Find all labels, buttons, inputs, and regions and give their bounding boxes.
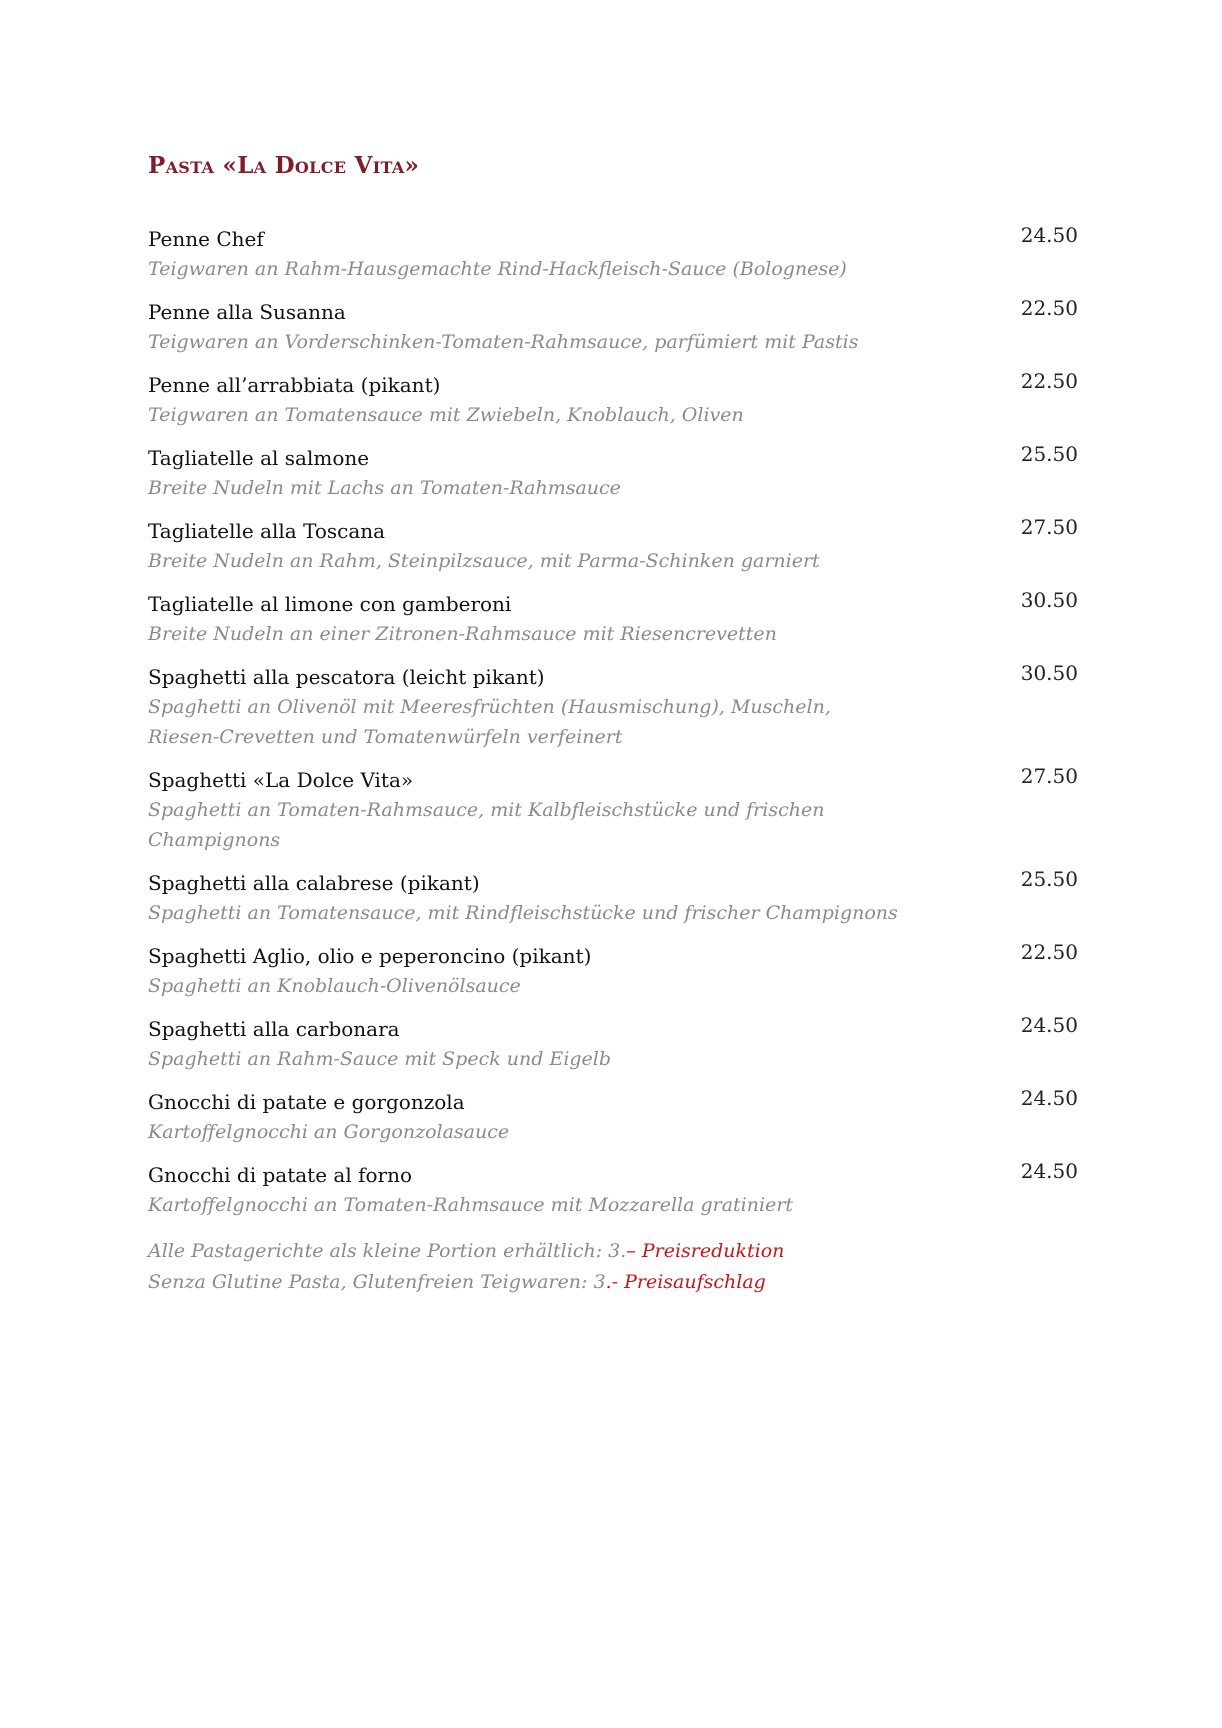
small-portion-accent: – Preisreduktion (626, 1240, 785, 1262)
item-price: 30.50 (1020, 588, 1078, 612)
footnotes (148, 1236, 784, 1298)
item-price: 25.50 (1020, 867, 1078, 891)
item-name: Spaghetti alla calabrese (pikant) (148, 871, 480, 895)
small-portion-note (148, 1236, 784, 1267)
menu-item (148, 868, 1078, 928)
small-portion-text: Alle Pastagerichte als kleine Portion erhältlich: 3. (148, 1240, 627, 1262)
menu-item (148, 662, 1078, 752)
menu-item (148, 443, 1078, 503)
item-name: Spaghetti alla pescatora (leicht pikant) (148, 665, 545, 689)
item-price: 27.50 (1020, 764, 1078, 788)
menu-item (148, 370, 1078, 430)
menu-item (148, 589, 1078, 649)
item-description: Spaghetti an Tomaten-Rahmsauce, mit Kalbfleischstücke und frischen Champignons (148, 799, 825, 851)
item-price: 24.50 (1020, 223, 1078, 247)
item-price: 25.50 (1020, 442, 1078, 466)
item-price: 30.50 (1020, 661, 1078, 685)
menu-item (148, 516, 1078, 576)
menu-item (148, 1160, 1078, 1220)
item-price: 22.50 (1020, 296, 1078, 320)
page-title: Pasta «La Dolce Vita» (148, 152, 420, 179)
item-description: Teigwaren an Tomatensauce mit Zwiebeln, Knoblauch, Oliven (148, 404, 744, 426)
item-name: Spaghetti Aglio, olio e peperoncino (pikant) (148, 944, 592, 968)
item-description: Spaghetti an Rahm-Sauce mit Speck und Eigelb (148, 1048, 612, 1070)
menu-item (148, 297, 1078, 357)
item-name: Gnocchi di patate e gorgonzola (148, 1090, 465, 1114)
item-name: Tagliatelle al salmone (148, 446, 370, 470)
item-description: Teigwaren an Rahm-Hausgemachte Rind-Hackfleisch-Sauce (Bolognese) (148, 258, 847, 280)
gluten-free-text: Senza Glutine Pasta, Glutenfreien Teigwaren: 3 (148, 1271, 606, 1293)
item-price: 27.50 (1020, 515, 1078, 539)
item-description: Breite Nudeln an einer Zitronen-Rahmsauce mit Riesencrevetten (148, 623, 777, 645)
item-price: 22.50 (1020, 369, 1078, 393)
item-name: Penne Chef (148, 227, 264, 251)
item-name: Tagliatelle alla Toscana (148, 519, 386, 543)
item-price: 24.50 (1020, 1086, 1078, 1110)
item-description: Kartoffelgnocchi an Tomaten-Rahmsauce mit Mozzarella gratiniert (148, 1194, 794, 1216)
item-name: Penne alla Susanna (148, 300, 346, 324)
menu-item (148, 224, 1078, 284)
item-name: Spaghetti «La Dolce Vita» (148, 768, 414, 792)
item-price: 24.50 (1020, 1013, 1078, 1037)
item-description: Spaghetti an Knoblauch-Olivenölsauce (148, 975, 521, 997)
item-description: Breite Nudeln mit Lachs an Tomaten-Rahmsauce (148, 477, 621, 499)
item-description: Spaghetti an Olivenöl mit Meeresfrüchten (Hausmischung), Muscheln, Riesen-Crevetten und Tomatenwürfeln verfeinert (148, 696, 831, 748)
item-description: Spaghetti an Tomatensauce, mit Rindfleischstücke und frischer Champignons (148, 902, 898, 924)
gluten-free-note (148, 1267, 784, 1298)
item-name: Penne all’arrabbiata (pikant) (148, 373, 441, 397)
gluten-free-accent: .- Preisaufschlag (605, 1271, 766, 1293)
item-name: Tagliatelle al limone con gamberoni (148, 592, 512, 616)
item-name: Spaghetti alla carbonara (148, 1017, 400, 1041)
menu-item (148, 1014, 1078, 1074)
menu-item (148, 941, 1078, 1001)
item-price: 22.50 (1020, 940, 1078, 964)
menu-list (148, 224, 1078, 1233)
menu-item (148, 1087, 1078, 1147)
menu-item (148, 765, 1078, 855)
item-name: Gnocchi di patate al forno (148, 1163, 413, 1187)
item-description: Kartoffelgnocchi an Gorgonzolasauce (148, 1121, 510, 1143)
item-price: 24.50 (1020, 1159, 1078, 1183)
item-description: Teigwaren an Vorderschinken-Tomaten-Rahmsauce, parfümiert mit Pastis (148, 331, 859, 353)
item-description: Breite Nudeln an Rahm, Steinpilzsauce, mit Parma-Schinken garniert (148, 550, 820, 572)
